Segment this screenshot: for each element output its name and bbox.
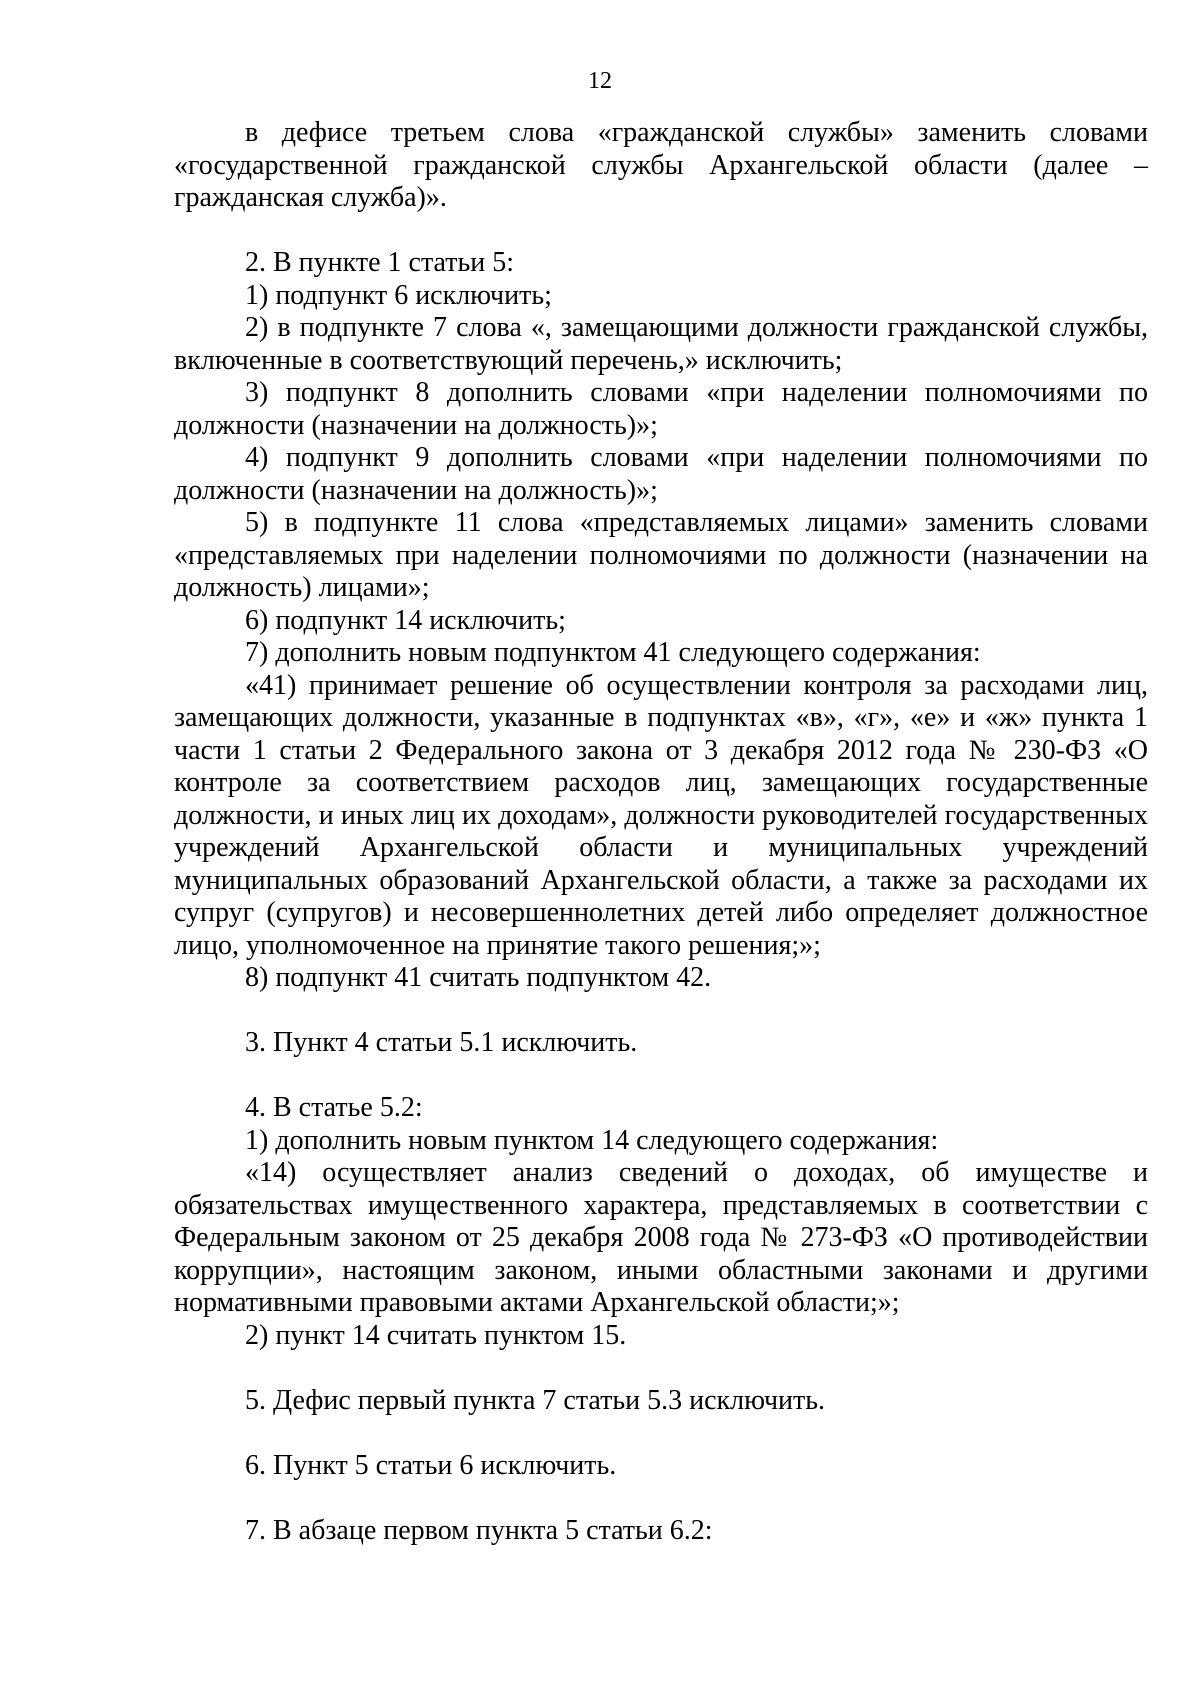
paragraph: 2) пункт 14 считать пунктом 15. (245, 1319, 627, 1351)
paragraph: «41) принимает решение об осуществлении контроля за расходами лиц, замещающих должности, указанные в подпунктах «в», «г», «е» и «ж» пункта 1 части 1 статьи 2 Федерального закона от 3 декабря 2012 года № 230-ФЗ «О контроле за соответствием расходов лиц, замещающих государственные должности, и иных лиц их доходам», должности руководителей государственных учреждений Архангельской области и муниципальных учреждений муниципальных образований Архангельской области, а также за расходами их супруг (супругов) и несовершеннолетних детей либо определяет должностное лицо, уполномоченное на принятие такого решения;»; (174, 669, 1148, 961)
paragraph: 4. В статье 5.2: (245, 1092, 423, 1123)
paragraph: 2) в подпункте 7 слова «, замещающими должности гражданской службы, включенные в соответствующий перечень,» исключить; (174, 312, 1148, 376)
paragraph: 6) подпункт 14 исключить; (245, 604, 566, 636)
paragraph: 6. Пункт 5 статьи 6 исключить. (245, 1449, 617, 1481)
paragraph: 4) подпункт 9 дополнить словами «при наделении полномочиями по должности (назначении на должность)»; (174, 442, 1148, 506)
paragraph: 1) дополнить новым пунктом 14 следующего содержания: (245, 1124, 939, 1156)
paragraph: 3) подпункт 8 дополнить словами «при наделении полномочиями по должности (назначении на должность)»; (174, 377, 1148, 441)
paragraph: «14) осуществляет анализ сведений о доходах, об имуществе и обязательствах имущественного характера, представляемых в соответствии с Федеральным законом от 25 декабря 2008 года № 273-ФЗ «О противодействии коррупции», настоящим законом, иными областными законами и другими нормативными правовыми актами Архангельской области;»; (174, 1157, 1148, 1318)
page-number: 12 (588, 68, 612, 94)
paragraph: 5) в подпункте 11 слова «представляемых лицами» заменить словами «представляемых при наделении полномочиями по должности (назначении на должность) лицами»; (174, 507, 1148, 603)
paragraph: 3. Пункт 4 статьи 5.1 исключить. (245, 1027, 638, 1058)
paragraph: 2. В пункте 1 статьи 5: (245, 247, 515, 278)
paragraph: 5. Дефис первый пункта 7 статьи 5.3 исключить. (245, 1384, 826, 1416)
paragraph: 8) подпункт 41 считать подпунктом 42. (245, 962, 712, 993)
paragraph: 7) дополнить новым подпунктом 41 следующего содержания: (245, 637, 981, 668)
paragraph: 1) подпункт 6 исключить; (245, 279, 552, 311)
paragraph: 7. В абзаце первом пункта 5 статьи 6.2: (245, 1514, 713, 1546)
paragraph: в дефисе третьем слова «гражданской службы» заменить словами «государственной гражданской службы Архангельской области (далее – гражданская служба)». (174, 117, 1148, 213)
document-body (174, 117, 1148, 1547)
